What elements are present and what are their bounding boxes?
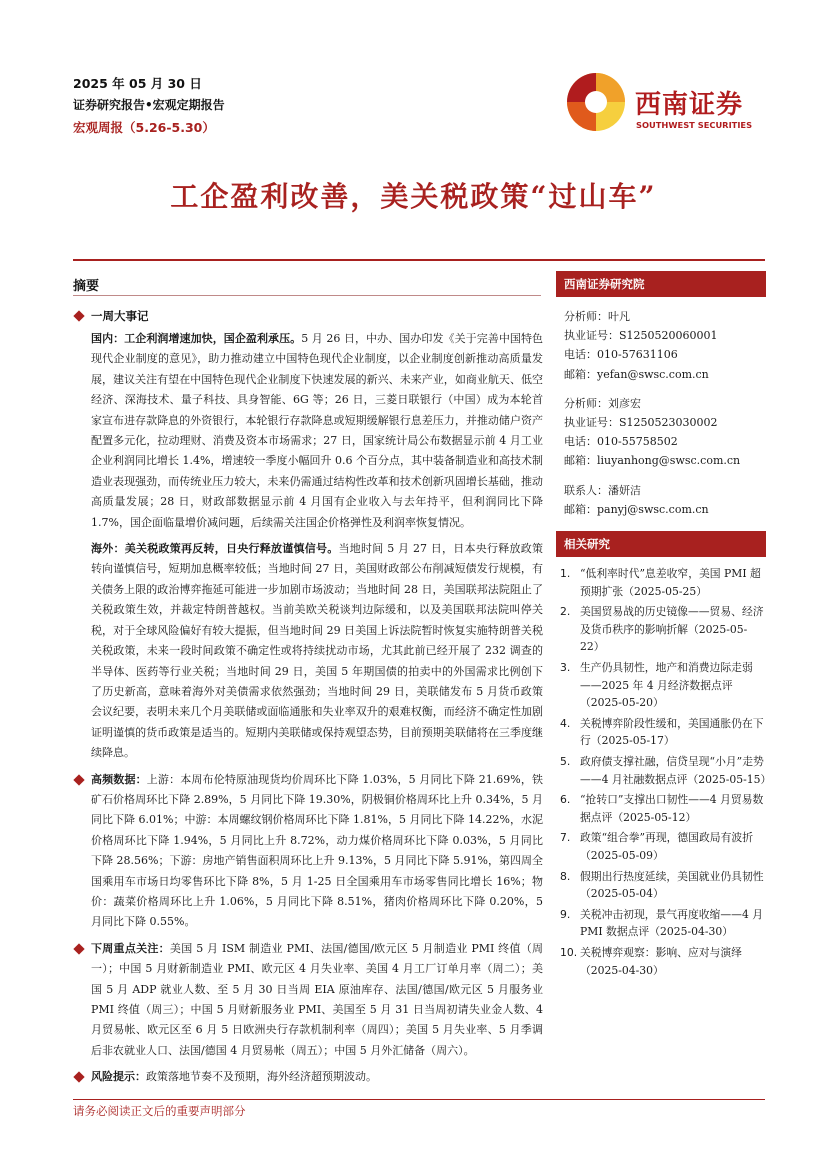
bullet-diamond-icon <box>73 310 84 321</box>
risk-lead: 风险提示： <box>91 1070 146 1084</box>
related-item[interactable]: 3. 生产仍具韧性，地产和消费边际走弱——2025 年 4 月经济数据点评（2025-05-20） <box>560 661 753 710</box>
related-item[interactable]: 1. “低利率时代”息差收窄，美国 PMI 超预期扩张（2025-05-25） <box>560 567 761 598</box>
related-item[interactable]: 9. 关税冲击初现，景气再度收缩——4 月 PMI 数据点评（2025-04-30） <box>560 907 764 939</box>
related-research-heading: 相关研究 <box>556 531 766 557</box>
related-item[interactable]: 10. 关税博弈观察：影响、应对与演绎（2025-04-30） <box>560 945 742 977</box>
risk-text: 政策落地节奏不及预期，海外经济超预期波动。 <box>146 1070 377 1084</box>
summary-body <box>73 303 543 1088</box>
related-item[interactable]: 8. 假期出行热度延续，美国就业仍具韧性（2025-05-04） <box>560 869 764 901</box>
bullet-diamond-icon <box>73 1072 84 1083</box>
logo-name-cn: 西南证券 <box>635 90 744 120</box>
analyst-cert: 执业证号：S1250523030002 <box>564 416 718 430</box>
risk-paragraph <box>73 1067 543 1087</box>
summary-heading: 摘要 <box>73 279 100 294</box>
next-week-paragraph <box>73 939 543 1061</box>
footer-disclaimer: 请务必阅读正文后的重要声明部分 <box>73 1104 246 1118</box>
related-item[interactable]: 7. 政策“组合拳”再现，德国政局有波折（2025-05-09） <box>560 831 753 862</box>
company-logo <box>566 72 771 132</box>
report-title: 工企盈利改善，美关税政策“过山车” <box>170 180 657 213</box>
overseas-text: 当地时间 5 月 27 日，日本央行释放政策转向谨慎信号，短期加息概率较低；当地时间 27 日，美国财政部公布削减短债发行规模，有关债务上限的政治博弈拖延可能进一步加剧市场波动；当地时间 28 日，美国联邦法院阻止了关税政策生效，并裁定特朗普越权。当前美欧关税谈判边际缓和，以及美国联邦法院叫停关税，对于全球风险偏好有较大提振，但当地时间 29 日美国上诉法院暂时恢复实施特朗普关税关税政策，未来一段时间政策不确定性或将持续扰动市场，尤其此前已经开展了 232 调查的半导体、医药等行业关税；当地时间 29 日，美国 5 年期国债的拍卖中的外国需求比例创下了历史新高，意味着海外对美债需求依然强劲；当地时间 29 日，美联储发布 5 月货币政策会议纪要，表明未来几个月美联储或面临通胀和失业率双升的艰难权衡，而经济不确定性加剧证明谨慎的货币政策是适当的。短期内美联储或保持观望态势，目前预期美联储将在三季度继续降息。 <box>91 542 544 760</box>
contact-email: 邮箱：panyj@swsc.com.cn <box>564 502 709 516</box>
related-research-list <box>556 557 772 979</box>
high-freq-lead: 高频数据： <box>91 772 147 786</box>
report-header <box>73 74 225 139</box>
summary-divider <box>73 295 541 296</box>
logo-name-en: SOUTHWEST SECURITIES <box>636 120 753 130</box>
related-item[interactable]: 6. “抢转口”支撑出口韧性——4 月贸易数据点评（2025-05-12） <box>560 793 764 824</box>
report-week: 宏观周报（5.26-5.30） <box>73 120 215 135</box>
next-week-text: 美国 5 月 ISM 制造业 PMI、法国/德国/欧元区 5 月制造业 PMI 终值（周一）；中国 5 月财新制造业 PMI、欧元区 4 月失业率、美国 4 月工厂订单月率（周二）；美国 5 月 ADP 就业人数、至 5 月 30 日当周 EIA 原油库存、法国/德国/欧元区 5 月服务业 PMI 终值（周三）；中国 5 月财新服务业 PMI、美国至 5 月 31 日当周初请失业金人数、4 月贸易帐、欧元区至 6 月 5 日欧洲央行存款机制利率（周四）；美国 5 月失业率、5 月季调后非农就业人口、法国/德国 4 月贸易帐（周五）；中国 5 月外汇储备（周六）。 <box>91 941 543 1057</box>
analyst-email: 邮箱：yefan@swsc.com.cn <box>564 367 709 381</box>
analyst-email: 邮箱：liuyanhong@swsc.com.cn <box>564 454 741 468</box>
high-freq-paragraph <box>73 770 543 933</box>
analyst-cert: 执业证号：S1250520060001 <box>564 329 718 343</box>
domestic-text: 5 月 26 日，中办、国办印发《关于完善中国特色现代企业制度的意见》，助力推动建立中国特色现代企业制度，以企业制度创新推动高质量发展，建议关注有望在中国特色现代企业制度下快速发展的新兴、未来产业，如商业航天、低空经济、深海技术、量子科技、具身智能、6G 等；26 日，三菱日联银行（中国）成为本轮首家宣布进存款降息的外资银行，本轮银行存款降息或短期缓解银行息差压力，并推动储户资产配置多元化，拉动理财、消费及资本市场需求；27 日，国家统计局公布数据显示前 4 月工业企业利润同比增长 1.4%，增速较一季度小幅回升 0.6 个百分点，其中装备制造业和高技术制造业表现强劲，而传统业压力较大，未来仍需通过结构性改革和技术创新巩固增长基础，推动高质量发展；28 日，财政部数据显示前 4 月国有企业收入与去年持平，但利润同比下降 1.7%，国企面临量增价减问题，后续需关注国企价格弹性及利润率恢复情况。 <box>91 332 544 529</box>
week-events-heading: 一周大事记 <box>73 305 543 327</box>
institute-heading: 西南证券研究院 <box>556 271 766 297</box>
high-freq-text: 上游：本周布伦特原油现货均价周环比下降 1.03%，5 月同比下降 21.69%，铁矿石价格周环比下降 2.89%，5 月同比下降 19.30%，阴极铜价格周环比上升 0.34%，5 月同比下降 6.01%；中游：本周螺纹钢价格周环比下降 1.81%，5 月同比下降 14.22%，水泥价格周环比下降 1.94%，5 月同比上升 8.72%，动力煤价格周环比下降 0.03%，5 月同比下降 28.56%；下游：房地产销售面积周环比上升 9.13%，5 月同比下降 5.91%，第四周全国乘用车市场日均零售环比下降 8%，5 月 1-25 日全国乘用车市场零售同比增长 16%；物价：蔬菜价格周环比上升 1.06%，5 月同比下降 8.51%，猪肉价格周环比下降 0.20%，5 月同比下降 0.55%。 <box>91 772 543 929</box>
analyst-name: 分析师：叶凡 <box>564 310 630 323</box>
overseas-paragraph <box>73 539 543 763</box>
domestic-lead: 国内：工企利润增速加快，国企盈利承压。 <box>91 332 302 345</box>
logo-emblem-icon <box>566 72 628 134</box>
sidebar <box>556 271 772 982</box>
analyst-name: 分析师：刘彦宏 <box>564 396 641 410</box>
bullet-diamond-icon <box>73 943 84 954</box>
contact-name: 联系人：潘妍洁 <box>564 483 641 497</box>
next-week-lead: 下周重点关注： <box>91 941 170 955</box>
report-date: 2025 年 05 月 30 日 <box>73 76 202 91</box>
bullet-diamond-icon <box>73 774 84 785</box>
report-type: 证券研究报告•宏观定期报告 <box>73 98 225 112</box>
analyst-phone: 电话：010-55758502 <box>564 435 678 449</box>
domestic-paragraph <box>73 329 543 533</box>
footer-divider <box>73 1099 765 1100</box>
related-item[interactable]: 4. 关税博弈阶段性缓和，美国通胀仍在下行（2025-05-17） <box>560 716 764 748</box>
related-item[interactable]: 5. 政府债支撑社融，信贷呈现“小月”走势——4 月社融数据点评（2025-05-15） <box>560 754 772 786</box>
title-divider <box>73 259 765 261</box>
overseas-lead: 海外：美关税政策再反转，日央行释放谨慎信号。 <box>91 542 339 556</box>
analyst-list <box>556 297 766 519</box>
analyst-phone: 电话：010-57631106 <box>564 348 678 362</box>
related-item[interactable]: 2. 美国贸易战的历史镜像——贸易、经济及货币秩序的影响折解（2025-05-22） <box>560 605 764 654</box>
